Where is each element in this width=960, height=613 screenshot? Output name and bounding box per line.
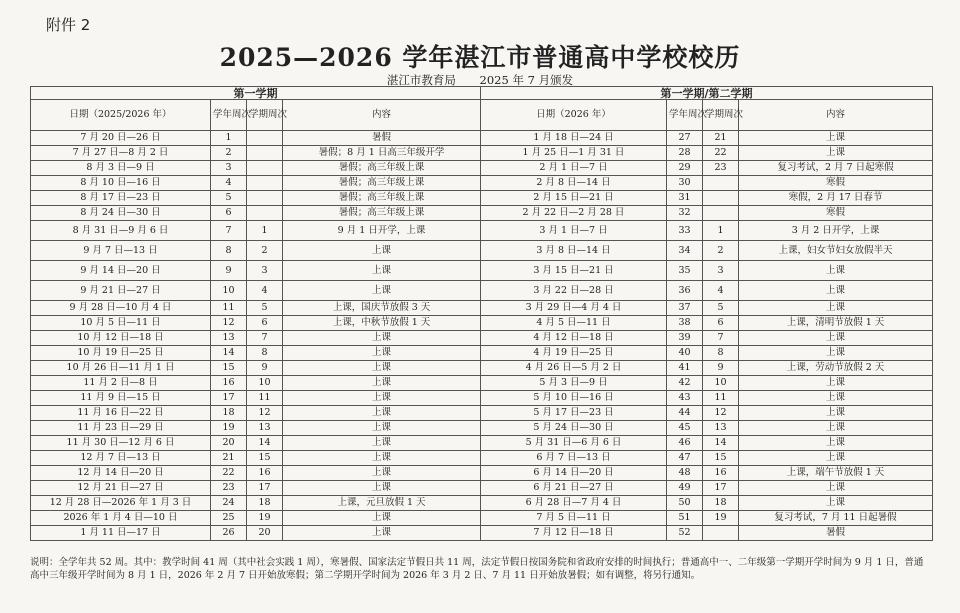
left-year-week-cell: 2 xyxy=(211,146,247,161)
left-term-week-cell: 14 xyxy=(247,436,283,451)
left-year-week-cell: 14 xyxy=(211,346,247,361)
right-term-week-cell: 3 xyxy=(703,261,739,281)
left-term-week-cell: 15 xyxy=(247,451,283,466)
right-date-cell: 4 月 12 日—18 日 xyxy=(481,331,667,346)
left-content-cell: 上课 xyxy=(283,331,481,346)
left-year-week-cell: 25 xyxy=(211,511,247,526)
left-content-cell: 上课 xyxy=(283,261,481,281)
right-year-week-cell: 38 xyxy=(667,316,703,331)
right-term-week-cell: 5 xyxy=(703,301,739,316)
left-date-cell: 10 月 26 日—11 月 1 日 xyxy=(31,361,211,376)
right-term-week-cell: 13 xyxy=(703,421,739,436)
left-content-cell: 上课 xyxy=(283,421,481,436)
left-year-week-cell: 11 xyxy=(211,301,247,316)
left-year-week-header: 学年周次 xyxy=(211,100,247,131)
left-year-week-cell: 6 xyxy=(211,206,247,221)
table-row xyxy=(31,261,933,281)
right-date-cell: 4 月 26 日—5 月 2 日 xyxy=(481,361,667,376)
right-year-week-cell: 28 xyxy=(667,146,703,161)
right-content-cell: 上课 xyxy=(739,376,933,391)
right-date-cell: 7 月 5 日—11 日 xyxy=(481,511,667,526)
right-date-cell: 2 月 15 日—21 日 xyxy=(481,191,667,206)
left-content-cell: 暑假；高三年级上课 xyxy=(283,176,481,191)
table-row xyxy=(31,436,933,451)
right-year-week-cell: 51 xyxy=(667,511,703,526)
left-term-week-cell: 9 xyxy=(247,361,283,376)
right-year-week-cell: 42 xyxy=(667,376,703,391)
right-term-week-cell: 2 xyxy=(703,241,739,261)
right-date-cell: 3 月 8 日—14 日 xyxy=(481,241,667,261)
left-content-cell: 暑假；8 月 1 日高三年级开学 xyxy=(283,146,481,161)
left-date-cell: 7 月 20 日—26 日 xyxy=(31,131,211,146)
left-year-week-cell: 1 xyxy=(211,131,247,146)
left-term-week-cell xyxy=(247,146,283,161)
right-year-week-cell: 45 xyxy=(667,421,703,436)
table-row xyxy=(31,331,933,346)
right-content-cell: 上课，妇女节妇女放假半天 xyxy=(739,241,933,261)
right-date-cell: 5 月 10 日—16 日 xyxy=(481,391,667,406)
right-date-cell: 3 月 29 日—4 月 4 日 xyxy=(481,301,667,316)
left-content-cell: 上课 xyxy=(283,361,481,376)
left-term-week-cell: 18 xyxy=(247,496,283,511)
right-content-cell: 上课 xyxy=(739,481,933,496)
right-content-cell: 上课 xyxy=(739,346,933,361)
right-date-cell: 1 月 18 日—24 日 xyxy=(481,131,667,146)
table-row xyxy=(31,161,933,176)
table-row xyxy=(31,131,933,146)
table-row xyxy=(31,316,933,331)
table-row xyxy=(31,206,933,221)
left-term-week-cell: 13 xyxy=(247,421,283,436)
table-row xyxy=(31,481,933,496)
left-content-cell: 上课 xyxy=(283,436,481,451)
issue-date: 2025 年 7 月颁发 xyxy=(479,73,574,87)
left-date-cell: 12 月 7 日—13 日 xyxy=(31,451,211,466)
left-year-week-cell: 7 xyxy=(211,221,247,241)
right-year-week-cell: 36 xyxy=(667,281,703,301)
right-date-cell: 3 月 15 日—21 日 xyxy=(481,261,667,281)
right-content-cell: 复习考试，7 月 11 日起暑假 xyxy=(739,511,933,526)
right-term-week-cell xyxy=(703,176,739,191)
right-content-cell: 复习考试，2 月 7 日起寒假 xyxy=(739,161,933,176)
left-date-cell: 12 月 21 日—27 日 xyxy=(31,481,211,496)
left-term-week-cell: 6 xyxy=(247,316,283,331)
left-year-week-cell: 22 xyxy=(211,466,247,481)
left-date-cell: 8 月 3 日—9 日 xyxy=(31,161,211,176)
right-year-week-cell: 50 xyxy=(667,496,703,511)
left-year-week-cell: 15 xyxy=(211,361,247,376)
right-term-week-cell: 21 xyxy=(703,131,739,146)
left-term-week-cell: 10 xyxy=(247,376,283,391)
right-term-week-cell: 9 xyxy=(703,361,739,376)
left-date-cell: 8 月 10 日—16 日 xyxy=(31,176,211,191)
right-term-week-cell: 16 xyxy=(703,466,739,481)
table-row xyxy=(31,496,933,511)
right-date-cell: 6 月 14 日—20 日 xyxy=(481,466,667,481)
left-content-cell: 上课 xyxy=(283,281,481,301)
right-term-week-cell xyxy=(703,526,739,541)
left-content-cell: 暑假 xyxy=(283,131,481,146)
right-year-week-cell: 44 xyxy=(667,406,703,421)
right-date-cell: 2 月 1 日—7 日 xyxy=(481,161,667,176)
left-date-cell: 12 月 14 日—20 日 xyxy=(31,466,211,481)
table-row xyxy=(31,526,933,541)
left-term-week-cell: 5 xyxy=(247,301,283,316)
left-year-week-cell: 17 xyxy=(211,391,247,406)
right-term-week-cell: 23 xyxy=(703,161,739,176)
left-term-week-cell: 16 xyxy=(247,466,283,481)
left-content-cell: 上课 xyxy=(283,466,481,481)
left-term-week-cell: 1 xyxy=(247,221,283,241)
left-term-week-cell: 17 xyxy=(247,481,283,496)
right-date-cell: 6 月 28 日—7 月 4 日 xyxy=(481,496,667,511)
right-content-cell: 上课 xyxy=(739,131,933,146)
left-year-week-cell: 16 xyxy=(211,376,247,391)
right-term-week-cell: 14 xyxy=(703,436,739,451)
right-date-cell: 4 月 5 日—11 日 xyxy=(481,316,667,331)
left-term-week-cell xyxy=(247,206,283,221)
left-year-week-cell: 10 xyxy=(211,281,247,301)
table-row xyxy=(31,241,933,261)
right-year-week-cell: 27 xyxy=(667,131,703,146)
table-row xyxy=(31,451,933,466)
right-content-cell: 上课，端午节放假 1 天 xyxy=(739,466,933,481)
left-year-week-cell: 18 xyxy=(211,406,247,421)
attachment-label: 附件 2 xyxy=(46,16,91,34)
table-row xyxy=(31,421,933,436)
right-year-week-cell: 35 xyxy=(667,261,703,281)
right-date-cell: 5 月 31 日—6 月 6 日 xyxy=(481,436,667,451)
right-content-cell: 上课，劳动节放假 2 天 xyxy=(739,361,933,376)
left-year-week-cell: 13 xyxy=(211,331,247,346)
left-content-cell: 暑假；高三年级上课 xyxy=(283,206,481,221)
left-date-cell: 10 月 12 日—18 日 xyxy=(31,331,211,346)
left-term-week-cell xyxy=(247,176,283,191)
left-date-cell: 9 月 7 日—13 日 xyxy=(31,241,211,261)
left-content-cell: 暑假；高三年级上课 xyxy=(283,191,481,206)
table-row xyxy=(31,221,933,241)
right-year-week-cell: 30 xyxy=(667,176,703,191)
left-date-cell: 2026 年 1 月 4 日—10 日 xyxy=(31,511,211,526)
right-date-cell: 6 月 7 日—13 日 xyxy=(481,451,667,466)
left-date-cell: 12 月 28 日—2026 年 1 月 3 日 xyxy=(31,496,211,511)
left-date-cell: 11 月 30 日—12 月 6 日 xyxy=(31,436,211,451)
right-date-header: 日期（2026 年） xyxy=(481,100,667,131)
right-content-cell: 寒假，2 月 17 日春节 xyxy=(739,191,933,206)
right-term-week-cell: 12 xyxy=(703,406,739,421)
right-term-week-cell: 17 xyxy=(703,481,739,496)
right-year-week-header: 学年周次 xyxy=(667,100,703,131)
right-date-cell: 4 月 19 日—25 日 xyxy=(481,346,667,361)
school-calendar-table xyxy=(30,86,933,541)
left-year-week-cell: 20 xyxy=(211,436,247,451)
right-year-week-cell: 39 xyxy=(667,331,703,346)
table-row xyxy=(31,391,933,406)
left-date-cell: 8 月 17 日—23 日 xyxy=(31,191,211,206)
left-content-cell: 上课，元旦放假 1 天 xyxy=(283,496,481,511)
left-semester-header: 第一学期 xyxy=(31,87,481,100)
left-date-cell: 11 月 23 日—29 日 xyxy=(31,421,211,436)
right-term-week-cell: 10 xyxy=(703,376,739,391)
left-date-cell: 11 月 9 日—15 日 xyxy=(31,391,211,406)
page-title: 2025—2026 学年湛江市普通高中学校校历 xyxy=(219,43,741,72)
left-content-cell: 9 月 1 日开学，上课 xyxy=(283,221,481,241)
right-content-cell: 上课 xyxy=(739,436,933,451)
right-term-week-cell: 15 xyxy=(703,451,739,466)
right-year-week-cell: 47 xyxy=(667,451,703,466)
left-term-week-cell: 20 xyxy=(247,526,283,541)
left-year-week-cell: 21 xyxy=(211,451,247,466)
right-term-week-cell: 8 xyxy=(703,346,739,361)
left-term-week-cell: 3 xyxy=(247,261,283,281)
left-year-week-cell: 26 xyxy=(211,526,247,541)
right-content-cell: 上课 xyxy=(739,391,933,406)
table-row xyxy=(31,376,933,391)
left-date-cell: 11 月 2 日—8 日 xyxy=(31,376,211,391)
left-term-week-cell xyxy=(247,161,283,176)
right-term-week-cell: 19 xyxy=(703,511,739,526)
left-year-week-cell: 24 xyxy=(211,496,247,511)
right-year-week-cell: 34 xyxy=(667,241,703,261)
right-content-cell: 上课，清明节放假 1 天 xyxy=(739,316,933,331)
right-date-cell: 5 月 3 日—9 日 xyxy=(481,376,667,391)
right-content-cell: 寒假 xyxy=(739,176,933,191)
left-content-cell: 上课，中秋节放假 1 天 xyxy=(283,316,481,331)
left-term-week-cell: 2 xyxy=(247,241,283,261)
left-date-cell: 7 月 27 日—8 月 2 日 xyxy=(31,146,211,161)
issuer: 湛江市教育局 xyxy=(386,73,456,87)
right-year-week-cell: 40 xyxy=(667,346,703,361)
left-date-cell: 10 月 19 日—25 日 xyxy=(31,346,211,361)
right-content-cell: 上课 xyxy=(739,281,933,301)
left-term-week-cell: 4 xyxy=(247,281,283,301)
right-year-week-cell: 49 xyxy=(667,481,703,496)
right-term-week-cell: 22 xyxy=(703,146,739,161)
left-year-week-cell: 8 xyxy=(211,241,247,261)
right-content-cell: 上课 xyxy=(739,406,933,421)
right-year-week-cell: 46 xyxy=(667,436,703,451)
left-year-week-cell: 12 xyxy=(211,316,247,331)
left-content-cell: 上课，国庆节放假 3 天 xyxy=(283,301,481,316)
right-date-cell: 3 月 22 日—28 日 xyxy=(481,281,667,301)
table-row xyxy=(31,361,933,376)
right-year-week-cell: 32 xyxy=(667,206,703,221)
left-term-week-cell: 12 xyxy=(247,406,283,421)
right-term-week-cell: 4 xyxy=(703,281,739,301)
left-year-week-cell: 4 xyxy=(211,176,247,191)
left-content-cell: 上课 xyxy=(283,376,481,391)
left-date-cell: 8 月 24 日—30 日 xyxy=(31,206,211,221)
right-date-cell: 2 月 22 日—2 月 28 日 xyxy=(481,206,667,221)
left-content-cell: 上课 xyxy=(283,346,481,361)
table-row xyxy=(31,281,933,301)
right-term-week-cell xyxy=(703,206,739,221)
left-term-week-cell: 8 xyxy=(247,346,283,361)
left-year-week-cell: 23 xyxy=(211,481,247,496)
left-content-header: 内容 xyxy=(283,100,481,131)
right-content-cell: 寒假 xyxy=(739,206,933,221)
table-row xyxy=(31,191,933,206)
left-term-week-cell xyxy=(247,131,283,146)
right-date-cell: 1 月 25 日—1 月 31 日 xyxy=(481,146,667,161)
right-date-cell: 2 月 8 日—14 日 xyxy=(481,176,667,191)
left-content-cell: 上课 xyxy=(283,241,481,261)
left-year-week-cell: 9 xyxy=(211,261,247,281)
right-content-cell: 上课 xyxy=(739,261,933,281)
right-content-cell: 上课 xyxy=(739,496,933,511)
left-term-week-cell: 19 xyxy=(247,511,283,526)
right-term-week-header: 学期周次 xyxy=(703,100,739,131)
left-date-cell: 10 月 5 日—11 日 xyxy=(31,316,211,331)
right-year-week-cell: 37 xyxy=(667,301,703,316)
right-content-cell: 上课 xyxy=(739,451,933,466)
right-term-week-cell: 18 xyxy=(703,496,739,511)
calendar-body xyxy=(31,131,933,541)
table-row xyxy=(31,346,933,361)
right-date-cell: 3 月 1 日—7 日 xyxy=(481,221,667,241)
left-content-cell: 暑假；高三年级上课 xyxy=(283,161,481,176)
left-year-week-cell: 5 xyxy=(211,191,247,206)
right-year-week-cell: 41 xyxy=(667,361,703,376)
left-content-cell: 上课 xyxy=(283,406,481,421)
right-date-cell: 5 月 24 日—30 日 xyxy=(481,421,667,436)
left-date-cell: 9 月 21 日—27 日 xyxy=(31,281,211,301)
left-term-week-cell xyxy=(247,191,283,206)
right-year-week-cell: 43 xyxy=(667,391,703,406)
right-content-header: 内容 xyxy=(739,100,933,131)
right-content-cell: 上课 xyxy=(739,146,933,161)
right-date-cell: 6 月 21 日—27 日 xyxy=(481,481,667,496)
left-year-week-cell: 3 xyxy=(211,161,247,176)
left-term-week-cell: 11 xyxy=(247,391,283,406)
table-row xyxy=(31,176,933,191)
left-date-cell: 9 月 28 日—10 月 4 日 xyxy=(31,301,211,316)
left-content-cell: 上课 xyxy=(283,391,481,406)
right-term-week-cell xyxy=(703,191,739,206)
right-content-cell: 上课 xyxy=(739,331,933,346)
table-row xyxy=(31,146,933,161)
left-content-cell: 上课 xyxy=(283,481,481,496)
right-year-week-cell: 31 xyxy=(667,191,703,206)
right-content-cell: 上课 xyxy=(739,421,933,436)
footnote: 说明：全学年共 52 周。其中：教学时间 41 周（其中社会实践 1 周），寒暑假、国家法定节假日共 11 周，法定节假日按国务院和省政府安排的时间执行；普通高中一、二年级第一学期开学时间为 9 月 1 日，普通高中三年级开学时间为 8 月 1 日，2026 年 2 月 7 日开始放寒假；第二学期开学时间为 2026 年 3 月 2 日、7 月 11 日开始放暑假；如有调整，将另行通知。 xyxy=(30,557,924,581)
right-content-cell: 暑假 xyxy=(739,526,933,541)
right-year-week-cell: 52 xyxy=(667,526,703,541)
left-date-cell: 9 月 14 日—20 日 xyxy=(31,261,211,281)
left-term-week-header: 学期周次 xyxy=(247,100,283,131)
right-date-cell: 7 月 12 日—18 日 xyxy=(481,526,667,541)
right-date-cell: 5 月 17 日—23 日 xyxy=(481,406,667,421)
right-term-week-cell: 6 xyxy=(703,316,739,331)
right-term-week-cell: 7 xyxy=(703,331,739,346)
right-year-week-cell: 33 xyxy=(667,221,703,241)
left-date-header: 日期（2025/2026 年） xyxy=(31,100,211,131)
table-row xyxy=(31,301,933,316)
table-row xyxy=(31,406,933,421)
right-semester-header: 第一学期/第二学期 xyxy=(481,87,933,100)
right-year-week-cell: 48 xyxy=(667,466,703,481)
table-row xyxy=(31,466,933,481)
left-date-cell: 8 月 31 日—9 月 6 日 xyxy=(31,221,211,241)
left-content-cell: 上课 xyxy=(283,451,481,466)
left-term-week-cell: 7 xyxy=(247,331,283,346)
left-year-week-cell: 19 xyxy=(211,421,247,436)
left-content-cell: 上课 xyxy=(283,526,481,541)
right-term-week-cell: 1 xyxy=(703,221,739,241)
table-row xyxy=(31,511,933,526)
right-content-cell: 3 月 2 日开学，上课 xyxy=(739,221,933,241)
left-date-cell: 1 月 11 日—17 日 xyxy=(31,526,211,541)
right-content-cell: 上课 xyxy=(739,301,933,316)
right-term-week-cell: 11 xyxy=(703,391,739,406)
left-date-cell: 11 月 16 日—22 日 xyxy=(31,406,211,421)
right-year-week-cell: 29 xyxy=(667,161,703,176)
left-content-cell: 上课 xyxy=(283,511,481,526)
